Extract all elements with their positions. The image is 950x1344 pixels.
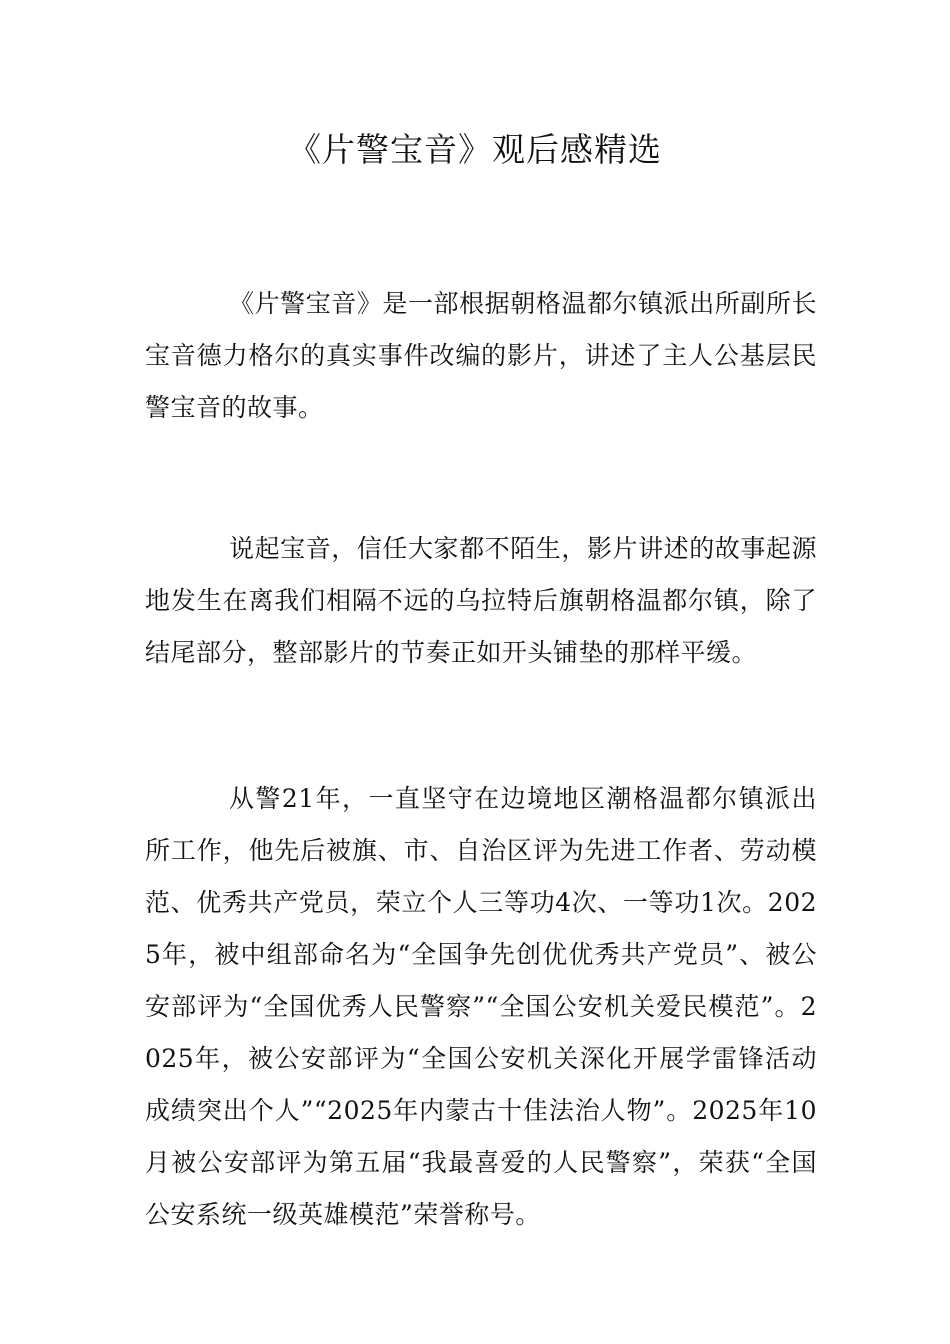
paragraph-intro: 《片警宝音》是一部根据朝格温都尔镇派出所副所长宝音德力格尔的真实事件改编的影片，讲述了主人公基层民警宝音的故事。 — [145, 289, 817, 422]
document-title: 《片警宝音》观后感精选 — [288, 130, 662, 169]
paragraph-background: 说起宝音，信任大家都不陌生，影片讲述的故事起源地发生在离我们相隔不远的乌拉特后旗朝格温都尔镇，除了结尾部分，整部影片的节奏正如开头铺垫的那样平缓。 — [145, 534, 817, 667]
paragraph-honors: 从警21年，一直坚守在边境地区潮格温都尔镇派出所工作，他先后被旗、市、自治区评为先进工作者、劳动模范、优秀共产党员，荣立个人三等功4次、一等功1次。2025年，被中组部命名为“全国争先创优优秀共产党员”、被公安部评为“全国优秀人民警察”“全国公安机关爱民模范”。2025年，被公安部评为“全国公安机关深化开展学雷锋活动成绩突出个人”“2025年内蒙古十佳法治人物”。2025年10月被公安部评为第五届“我最喜爱的人民警察”，荣获“全国公安系统一级英雄模范”荣誉称号。 — [145, 784, 817, 1229]
